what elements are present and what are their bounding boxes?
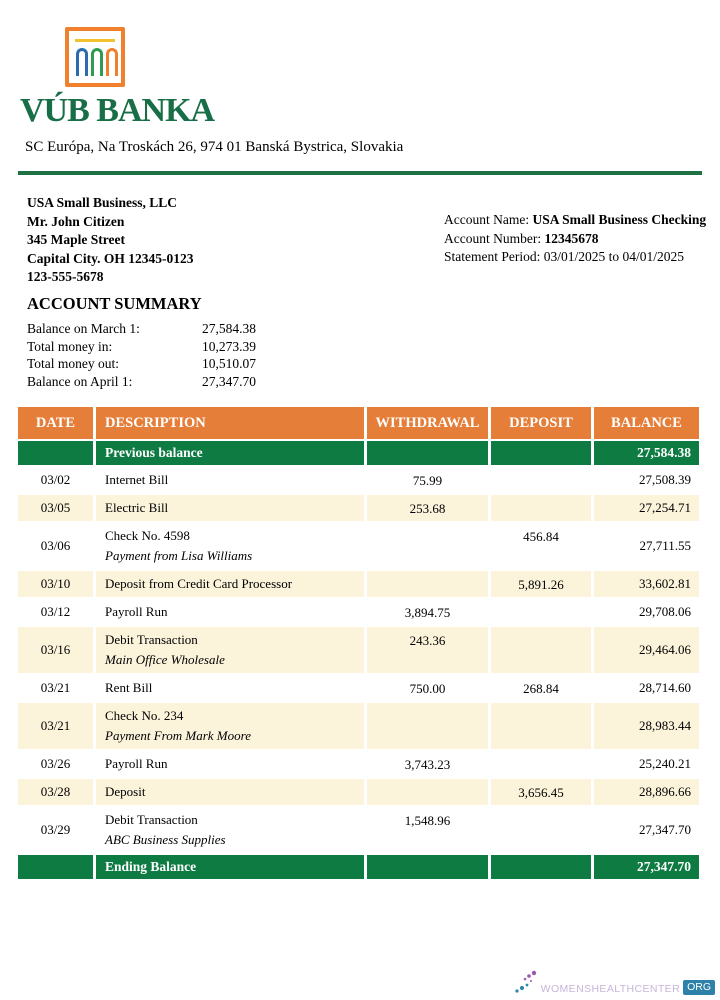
txn-deposit [491, 807, 591, 853]
txn-withdrawal: 3,743.23 [404, 757, 451, 772]
footer-watermark-text: WOMENSHEALTHCENTER [540, 983, 681, 995]
txn-description-note: Payment from Lisa Williams [105, 548, 253, 563]
txn-date: 03/21 [40, 680, 71, 695]
txn-date: 03/02 [40, 472, 71, 487]
txn-withdrawal: 1,548.96 [404, 813, 451, 828]
summary-row [27, 338, 256, 356]
logo-arch-green [91, 48, 103, 76]
statement-period-value: 03/01/2025 to 04/01/2025 [543, 249, 684, 264]
bank-address: SC Európa, Na Troskách 26, 974 01 Banská Bystrica, Slovakia [25, 139, 404, 155]
txn-balance: 27,254.71 [594, 495, 699, 521]
txn-balance: 33,602.81 [594, 571, 699, 597]
summary-row [27, 373, 256, 391]
txn-description: Deposit from Credit Card Processor [96, 571, 364, 597]
summary-label: Total money in: [27, 338, 113, 354]
logo-arch-blue [76, 48, 88, 76]
statement-period-row [444, 248, 706, 267]
txn-date: 03/21 [18, 703, 93, 749]
txn-withdrawal: 243.36 [367, 627, 488, 673]
table-row [18, 751, 699, 777]
table-row [18, 675, 699, 701]
txn-description: Payroll Run [105, 756, 168, 771]
txn-description-note: Main Office Wholesale [105, 652, 225, 667]
header-divider [18, 171, 702, 175]
txn-date: 03/16 [18, 627, 93, 673]
txn-date: 03/29 [40, 822, 71, 837]
header-withdrawal: WITHDRAWAL [367, 407, 488, 439]
header-description: DESCRIPTION [96, 407, 364, 439]
txn-deposit: 456.84 [523, 529, 559, 544]
table-header-row [18, 407, 699, 439]
txn-description: Check No. 4598 [105, 528, 190, 543]
txn-withdrawal [367, 523, 488, 569]
customer-name: USA Small Business, LLC [27, 195, 178, 210]
bank-logo-icon [65, 27, 125, 87]
txn-description: Debit Transaction [105, 632, 198, 647]
table-row [18, 807, 699, 853]
summary-label: Total money out: [27, 356, 120, 372]
txn-description: Payroll Run [105, 604, 168, 619]
txn-withdrawal: 3,894.75 [404, 605, 451, 620]
summary-row [27, 355, 256, 373]
txn-balance: 29,464.06 [594, 627, 699, 673]
summary-label: Balance on March 1: [27, 321, 140, 336]
header-balance: BALANCE [594, 407, 699, 439]
txn-date: 03/12 [40, 604, 71, 619]
summary-row [27, 320, 256, 338]
account-summary-list [27, 320, 256, 390]
previous-balance-label: Previous balance [96, 441, 364, 465]
logo-yellow-bar [75, 39, 115, 42]
txn-date: 03/26 [40, 756, 71, 771]
account-name-label: Account Name: [444, 212, 533, 227]
customer-contact: Mr. John Citizen [27, 213, 125, 229]
txn-withdrawal: 253.68 [367, 495, 488, 521]
summary-label: Balance on April 1: [27, 373, 133, 389]
account-info-block [444, 211, 706, 267]
account-summary-title: ACCOUNT SUMMARY [27, 294, 202, 313]
table-row [18, 779, 699, 805]
bank-name: VÚB BANKA [20, 92, 215, 129]
txn-deposit [491, 627, 591, 673]
header-deposit: DEPOSIT [491, 407, 591, 439]
txn-withdrawal: 750.00 [409, 681, 446, 696]
summary-value: 10,510.07 [202, 356, 256, 372]
txn-description: Internet Bill [105, 472, 169, 487]
transactions-table [15, 405, 702, 881]
txn-withdrawal: 75.99 [412, 473, 443, 488]
table-row [18, 599, 699, 625]
txn-withdrawal [367, 703, 488, 749]
txn-balance: 28,896.66 [594, 779, 699, 805]
txn-deposit [491, 495, 591, 521]
logo-arch-orange [106, 48, 118, 76]
txn-balance: 28,714.60 [639, 680, 691, 695]
ending-balance-row [18, 855, 699, 879]
account-number-row [444, 230, 706, 249]
summary-value: 27,584.38 [202, 321, 256, 336]
account-number-value: 12345678 [544, 230, 599, 246]
summary-value: 10,273.39 [202, 338, 256, 354]
txn-date: 03/28 [18, 779, 93, 805]
table-row [18, 627, 699, 673]
ending-balance-value: 27,347.70 [594, 855, 699, 879]
statement-period-label: Statement Period: [444, 249, 544, 264]
txn-description: Deposit [96, 779, 364, 805]
account-number-label: Account Number: [444, 230, 545, 246]
txn-deposit: 3,656.45 [491, 779, 591, 805]
txn-deposit [491, 703, 591, 749]
txn-deposit: 268.84 [523, 681, 559, 696]
ending-balance-label: Ending Balance [96, 855, 364, 879]
txn-date: 03/10 [18, 571, 93, 597]
customer-phone: 123-555-5678 [27, 269, 104, 284]
txn-description: Electric Bill [96, 495, 364, 521]
txn-balance: 27,347.70 [639, 822, 691, 837]
table-row [18, 703, 699, 749]
footer-dots-icon [513, 970, 539, 994]
header-date: DATE [18, 407, 93, 439]
txn-balance: 27,508.39 [639, 472, 691, 487]
txn-balance: 28,983.44 [594, 703, 699, 749]
txn-date: 03/06 [40, 538, 71, 553]
previous-balance-value: 27,584.38 [594, 441, 699, 465]
account-name-value: USA Small Business Checking [532, 212, 707, 227]
account-name-row [444, 211, 706, 230]
txn-balance: 29,708.06 [639, 604, 691, 619]
summary-value: 27,347.70 [202, 373, 256, 389]
txn-balance: 27,711.55 [639, 538, 691, 553]
txn-withdrawal [367, 571, 488, 597]
txn-deposit: 5,891.26 [491, 571, 591, 597]
txn-withdrawal [367, 779, 488, 805]
txn-balance: 25,240.21 [639, 756, 691, 771]
txn-deposit [491, 751, 591, 777]
txn-deposit [491, 467, 591, 493]
footer-watermark [513, 970, 715, 995]
table-row [18, 571, 699, 597]
txn-description: Debit Transaction [105, 812, 198, 827]
txn-deposit [491, 599, 591, 625]
txn-date: 03/05 [18, 495, 93, 521]
customer-address-block [27, 194, 194, 287]
customer-street: 345 Maple Street [27, 232, 125, 247]
table-row [18, 495, 699, 521]
customer-city: Capital City. OH 12345-0123 [27, 250, 194, 266]
table-row [18, 467, 699, 493]
txn-description-note: Payment From Mark Moore [105, 728, 251, 743]
previous-balance-row [18, 441, 699, 465]
txn-description: Check No. 234 [105, 708, 184, 723]
txn-description-note: ABC Business Supplies [105, 832, 226, 847]
footer-org-badge: ORG [683, 980, 715, 995]
txn-description: Rent Bill [105, 680, 153, 695]
table-row [18, 523, 699, 569]
